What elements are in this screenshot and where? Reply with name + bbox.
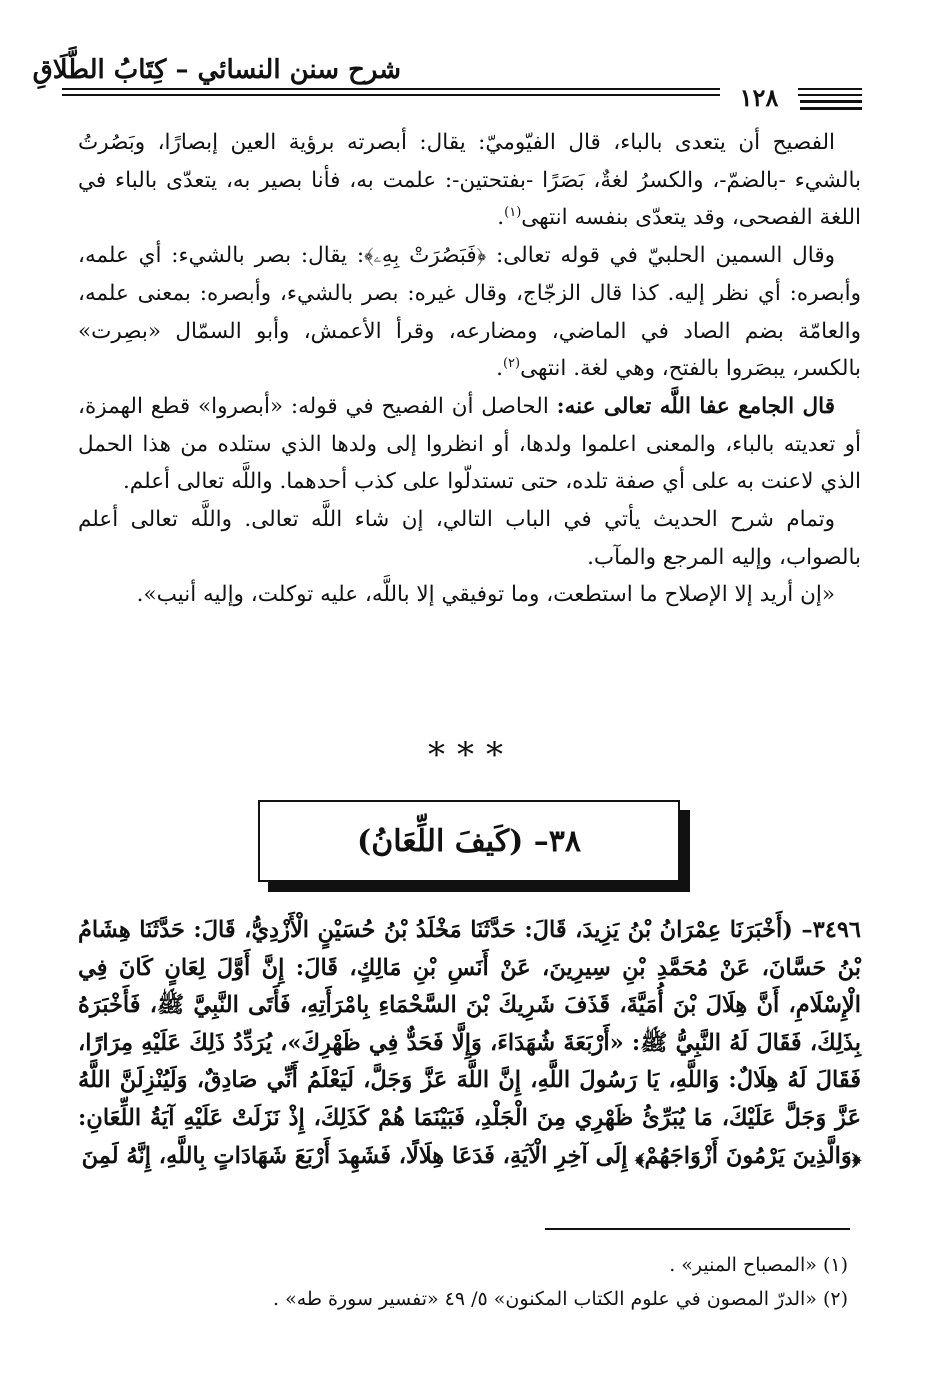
footnote-ref-2: (٢) — [502, 356, 521, 372]
commentary-text — [78, 124, 861, 614]
footnote-ref-1: (١) — [504, 205, 522, 221]
footnote-1: (١) «المصباح المنير» . — [669, 1254, 848, 1276]
paragraph-2: وقال السمين الحلبيّ في قوله تعالى: ﴿فَبَصُرَتْ بِهِۦ﴾: يقال: بصر بالشيء: أي علمه، وأبصره: أي نظر إليه. كذا قال الزجّاج، وقال غيره: بصر بالشيء، وأبصره: بمعنى علمه، والعامّة بضم الصاد في الماضي، ومضارعه، وقرأ الأعمش، وأبو السمّال «بصِرت» بالكسر، يبصَروا بالفتح، وهي لغة. انتهى$^{(٢)}$. — [78, 243, 861, 382]
page-number-rule-bottom — [800, 107, 862, 110]
paragraph-4: وتمام شرح الحديث يأتي في الباب التالي، إن شاء اللَّه تعالى. واللَّه تعالى أعلم بالصواب، وإليه المرجع والمآب. — [78, 507, 861, 570]
compiler-remark-lead: قال الجامع عفا اللَّه تعالى عنه: — [556, 393, 836, 419]
running-title: شرح سنن النسائي – كِتَابُ الطَّلَاقِ — [32, 55, 401, 85]
chapter-title: ٣٨– (كَيفَ اللِّعَانُ) — [357, 823, 581, 859]
section-separator: *** — [428, 735, 515, 775]
chapter-heading — [258, 800, 680, 882]
page-number-rule-top — [800, 100, 862, 103]
paragraph-5: «إن أريد إلا الإصلاح ما استطعت، وما توفيقي إلا باللَّه، عليه توكلت، وإليه أنيب». — [136, 582, 835, 608]
hadith-paragraph: ٣٤٩٦– (أَخْبَرَنَا عِمْرَانُ بْنُ يَزِيدَ، قَالَ: حَدَّثَنَا مَخْلَدُ بْنُ حُسَيْنٍ الْأَزْدِيُّ، قَالَ: حَدَّثَنَا هِشَامُ بْنُ حَسَّانَ، عَنْ مُحَمَّدِ بْنِ سِيرِينَ، عَنْ أَنَسِ بْنِ مَالِكٍ، قَالَ: إِنَّ أَوَّلَ لِعَانٍ كَانَ فِي الْإِسْلَامِ، أَنَّ هِلَالَ بْنَ أُمَيَّةَ، قَذَفَ شَرِيكَ بْنَ السَّحْمَاءِ بِامْرَأَتِهِ، فَأَتَى النَّبِيَّ ﷺ، فَأَخْبَرَهُ بِذَلِكَ، فَقَالَ لَهُ النَّبِيُّ ﷺ: «أَرْبَعَةَ شُهَدَاءَ، وَإِلَّا فَحَدٌّ فِي ظَهْرِكَ»، يُرَدِّدُ ذَلِكَ عَلَيْهِ مِرَارًا، فَقَالَ لَهُ هِلَالٌ: وَاللَّهِ، يَا رَسُولَ اللَّهِ، إِنَّ اللَّهَ عَزَّ وَجَلَّ، لَيَعْلَمُ أَنِّي صَادِقٌ، وَلَيُنْزِلَنَّ اللَّهُ عَزَّ وَجَلَّ عَلَيْكَ، مَا يُبَرِّئُ ظَهْرِي مِنَ الْجَلْدِ، فَبَيْنَمَا هُمْ كَذَلِكَ، إِذْ نَزَلَتْ عَلَيْهِ آيَةُ اللِّعَانِ: ﴿وَالَّذِينَ يَرْمُونَ أَزْوَاجَهُمْ﴾ إِلَى آخِرِ الْآيَةِ، فَدَعَا هِلَالًا، فَشَهِدَ أَرْبَعَ شَهَادَاتٍ بِاللَّهِ، إِنَّهُ لَمِنَ — [78, 917, 861, 1169]
footnote-2: (٢) «الدرّ المصون في علوم الكتاب المكنون» ٥/ ٤٩ «تفسير سورة طه» . — [272, 1288, 848, 1310]
footnotes — [78, 1248, 848, 1316]
paragraph-3: قال الجامع عفا اللَّه تعالى عنه: الحاصل أن الفصيح في قوله: «أبصروا» قطع الهمزة، أو تعديته بالباء، والمعنى اعلموا ولدها، أو انظروا إلى ولدها الذي ستلده من هذا الحمل الذي لاعنت به على أي صفة تلده، حتى تستدلّوا على كذب أحدهما. واللَّه تعالى أعلم. — [78, 393, 861, 495]
footnote-separator — [545, 1228, 850, 1230]
paragraph-1: الفصيح أن يتعدى بالباء، قال الفيّوميّ: يقال: أبصرته برؤية العين إبصارًا، وبَصُرتُ بالشيء -بالضمّ-، والكسرُ لغةٌ، بَصَرًا -بفتحتين-: علمت به، فأنا بصير به، يتعدّى بالباء في اللغة الفصحى، وقد يتعدّى بنفسه انتهى$^{(١)}$. — [78, 130, 861, 231]
hadith-text — [78, 912, 861, 1175]
page-number: ١٢٨ — [720, 84, 798, 112]
